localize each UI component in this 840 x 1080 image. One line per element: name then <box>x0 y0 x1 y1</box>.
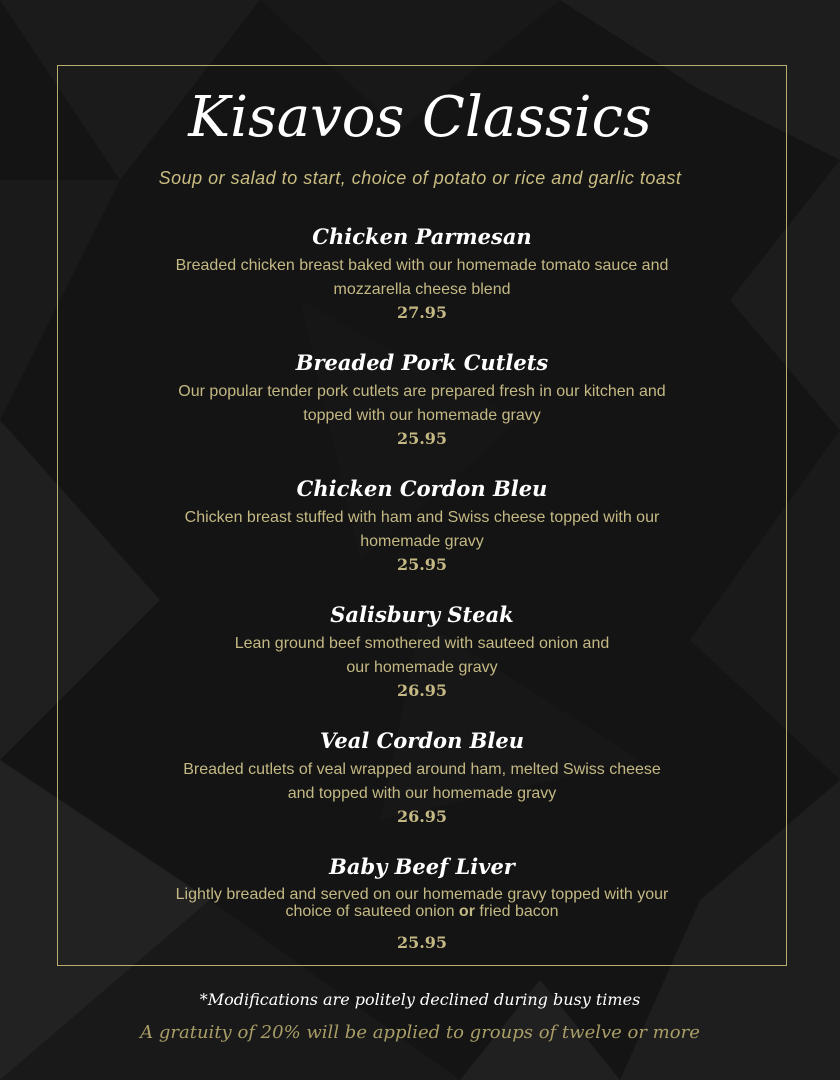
menu-item-description-line: Chicken breast stuffed with ham and Swiss cheese topped with our <box>184 509 660 526</box>
menu-item-price: 26.95 <box>396 807 448 826</box>
menu-item-description-line: Our popular tender pork cutlets are prepared fresh in our kitchen and <box>178 383 666 400</box>
menu-item-description-line: Breaded cutlets of veal wrapped around ham, melted Swiss cheese <box>183 761 661 778</box>
menu-item-price: 25.95 <box>396 933 448 952</box>
menu-subtitle: Soup or salad to start, choice of potato or rice and garlic toast <box>158 168 682 188</box>
menu-item-description-line: Lean ground beef smothered with sauteed onion and <box>234 635 610 652</box>
menu-item-chicken-parmesan <box>150 222 694 324</box>
menu-item-description-line <box>150 903 694 920</box>
menu-item-description <box>150 380 694 428</box>
menu-item-description <box>150 758 694 806</box>
menu-item-price: 27.95 <box>396 303 448 322</box>
menu-item-name: Breaded Pork Cutlets <box>295 350 549 375</box>
description-text: choice of sauteed onion <box>285 903 459 920</box>
menu-item-name: Salisbury Steak <box>330 602 514 627</box>
menu-item-chicken-cordon-bleu <box>150 474 694 576</box>
menu-item-name: Chicken Parmesan <box>312 224 532 249</box>
menu-item-description-line: Lightly breaded and served on our homemade gravy topped with your <box>175 886 669 903</box>
menu-item-description <box>150 254 694 302</box>
menu-item-description-line: topped with our homemade gravy <box>303 407 541 424</box>
menu-item-price: 25.95 <box>396 555 448 574</box>
gratuity-note: A gratuity of 20% will be applied to groups of twelve or more <box>140 1022 700 1043</box>
menu-item-veal-cordon-bleu <box>150 726 694 828</box>
menu-item-description-line: Breaded chicken breast baked with our homemade tomato sauce and <box>175 257 669 274</box>
menu-item-description-line: mozzarella cheese blend <box>333 281 511 298</box>
description-emphasis: or <box>458 903 475 920</box>
menu-item-salisbury-steak <box>150 600 694 702</box>
menu-item-price: 26.95 <box>396 681 448 700</box>
menu-item-description <box>150 886 694 920</box>
menu-item-name: Veal Cordon Bleu <box>319 728 525 753</box>
menu-item-description <box>150 632 694 680</box>
menu-item-name: Chicken Cordon Bleu <box>296 476 548 501</box>
modifications-note: *Modifications are politely declined during busy times <box>199 990 641 1009</box>
menu-item-breaded-pork-cutlets <box>150 348 694 450</box>
menu-item-description-line: our homemade gravy <box>346 659 498 676</box>
menu-item-baby-beef-liver <box>150 852 694 954</box>
menu-title: Kisavos Classics <box>188 85 652 150</box>
menu-item-description <box>150 506 694 554</box>
menu-item-price: 25.95 <box>396 429 448 448</box>
description-text: fried bacon <box>474 903 559 920</box>
menu-item-name: Baby Beef Liver <box>329 854 515 879</box>
menu-item-description-line: and topped with our homemade gravy <box>287 785 557 802</box>
menu-item-description-line: homemade gravy <box>360 533 484 550</box>
